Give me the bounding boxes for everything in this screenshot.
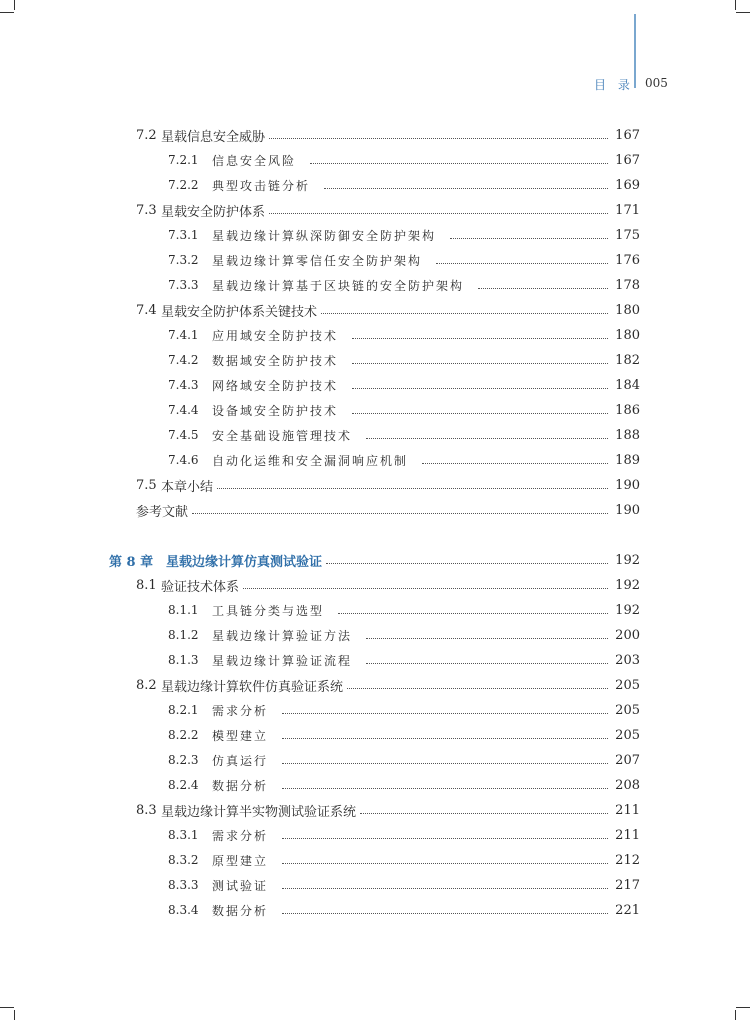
toc-entry-number: 8.3.3	[168, 878, 199, 892]
toc-entry[interactable]	[136, 474, 640, 496]
toc-entry-number: 8.2.2	[168, 728, 199, 742]
crop-mark	[0, 1007, 14, 1008]
toc-entry[interactable]	[136, 799, 640, 821]
toc-entry-title: 数据分析	[212, 778, 269, 793]
toc-dot-leader	[282, 738, 608, 739]
header-page-number: 005	[645, 76, 668, 90]
toc-entry-title: 星载边缘计算验证方法	[212, 628, 353, 643]
toc-entry-page: 167	[615, 127, 640, 143]
toc-entry[interactable]	[109, 549, 640, 571]
toc-entry-page: 205	[615, 702, 640, 718]
toc-entry[interactable]	[168, 224, 640, 246]
toc-entry[interactable]	[168, 424, 640, 446]
toc-entry-number: 8.2.1	[168, 703, 199, 717]
toc-entry-page: 186	[615, 402, 640, 418]
toc-entry-page: 176	[615, 252, 640, 268]
toc-entry-page: 175	[615, 227, 640, 243]
toc-entry-number: 8.1.2	[168, 628, 199, 642]
toc-dot-leader	[352, 388, 608, 389]
toc-entry-title: 信息安全风险	[212, 153, 297, 168]
toc-entry-title: 工具链分类与选型	[212, 603, 325, 618]
toc-entry-title: 安全基础设施管理技术	[212, 428, 353, 443]
toc-entry[interactable]	[168, 849, 640, 871]
toc-entry[interactable]	[168, 699, 640, 721]
toc-dot-leader	[422, 463, 608, 464]
toc-entry-title: 本章小结	[161, 479, 214, 495]
toc-entry-title: 设备域安全防护技术	[212, 403, 339, 418]
toc-entry-page: 190	[615, 502, 640, 518]
toc-dot-leader	[366, 638, 608, 639]
toc-entry[interactable]	[168, 349, 640, 371]
crop-mark	[14, 1010, 15, 1020]
toc-entry-page: 212	[615, 852, 640, 868]
crop-mark	[735, 1010, 736, 1020]
toc-entry-page: 192	[615, 552, 640, 568]
toc-dot-leader	[243, 588, 608, 589]
toc-entry-title: 星载边缘计算验证流程	[212, 653, 353, 668]
crop-mark	[735, 0, 736, 10]
toc-entry[interactable]	[168, 249, 640, 271]
toc-entry-page: 180	[615, 302, 640, 318]
toc-dot-leader	[352, 363, 608, 364]
toc-entry-number: 7.4.6	[168, 453, 199, 467]
toc-dot-leader	[321, 313, 608, 314]
toc-entry-page: 180	[615, 327, 640, 343]
toc-entry-page: 221	[615, 902, 640, 918]
toc-entry[interactable]	[168, 874, 640, 896]
toc-entry-page: 182	[615, 352, 640, 368]
toc-entry-title: 星载安全防护体系关键技术	[161, 304, 318, 320]
toc-entry-number: 7.4.2	[168, 353, 199, 367]
toc-entry-title: 模型建立	[212, 728, 269, 743]
toc-entry-page: 211	[615, 802, 640, 818]
toc-entry-title: 星载边缘计算半实物测试验证系统	[161, 804, 357, 820]
toc-entry-page: 169	[615, 177, 640, 193]
toc-entry-page: 207	[615, 752, 640, 768]
toc-entry-title: 星载边缘计算仿真测试验证	[166, 554, 323, 570]
toc-entry-page: 203	[615, 652, 640, 668]
toc-entry-number: 第 8 章	[109, 554, 154, 570]
toc-entry-title: 星载边缘计算纵深防御安全防护架构	[212, 228, 437, 243]
toc-entry[interactable]	[168, 174, 640, 196]
toc-entry-title: 验证技术体系	[161, 579, 240, 595]
crop-mark	[736, 1007, 750, 1008]
toc-entry-page: 192	[615, 577, 640, 593]
toc-entry-page: 211	[615, 827, 640, 843]
toc-entry-number: 8.2	[136, 677, 157, 693]
toc-dot-leader	[269, 213, 608, 214]
toc-entry-number: 8.3.1	[168, 828, 199, 842]
toc-entry-page: 190	[615, 477, 640, 493]
toc-entry[interactable]	[136, 574, 640, 596]
toc-entry-number: 8.2.3	[168, 753, 199, 767]
toc-entry-page: 208	[615, 777, 640, 793]
toc-dot-leader	[352, 413, 608, 414]
crop-mark	[14, 0, 15, 10]
toc-entry-number: 8.1	[136, 577, 157, 593]
toc-entry-number: 8.3.2	[168, 853, 199, 867]
toc-entry-page: 217	[615, 877, 640, 893]
toc-entry[interactable]	[168, 274, 640, 296]
toc-entry-page: 184	[615, 377, 640, 393]
toc-entry-title: 需求分析	[212, 703, 269, 718]
toc-entry-title: 测试验证	[212, 878, 269, 893]
toc-entry[interactable]	[136, 299, 640, 321]
toc-entry-number: 8.1.1	[168, 603, 199, 617]
toc-dot-leader	[282, 913, 608, 914]
toc-dot-leader	[338, 613, 608, 614]
toc-entry-title: 星载信息安全威胁	[161, 129, 266, 145]
toc-entry[interactable]	[168, 149, 640, 171]
toc-entry-number: 8.2.4	[168, 778, 199, 792]
toc-entry-page: 205	[615, 677, 640, 693]
toc-entry-number: 7.2.1	[168, 153, 199, 167]
toc-dot-leader	[310, 163, 608, 164]
toc-entry-title: 应用域安全防护技术	[212, 328, 339, 343]
toc-entry-number: 7.4.5	[168, 428, 199, 442]
toc-entry[interactable]	[168, 899, 640, 921]
toc-entry-title: 原型建立	[212, 853, 269, 868]
toc-entry-page: 192	[615, 602, 640, 618]
toc-entry[interactable]	[136, 499, 640, 521]
toc-entry-title: 数据域安全防护技术	[212, 353, 339, 368]
toc-entry-page: 178	[615, 277, 640, 293]
toc-dot-leader	[282, 763, 608, 764]
header-section-label: 目 录	[594, 78, 634, 92]
toc-entry-title: 参考文献	[136, 504, 189, 520]
toc-entry-number: 7.2	[136, 127, 157, 143]
toc-dot-leader	[282, 838, 608, 839]
toc-entry[interactable]	[168, 449, 640, 471]
toc-dot-leader	[324, 188, 608, 189]
toc-dot-leader	[366, 663, 608, 664]
toc-entry-number: 7.4.3	[168, 378, 199, 392]
toc-entry-page: 205	[615, 727, 640, 743]
toc-entry-title: 自动化运维和安全漏洞响应机制	[212, 453, 409, 468]
toc-entry-number: 7.3	[136, 202, 157, 218]
toc-dot-leader	[282, 788, 608, 789]
toc-dot-leader	[282, 713, 608, 714]
toc-dot-leader	[360, 813, 608, 814]
toc-entry-number: 7.3.2	[168, 253, 199, 267]
toc-dot-leader	[450, 238, 608, 239]
toc-dot-leader	[352, 338, 608, 339]
toc-entry-number: 8.1.3	[168, 653, 199, 667]
toc-entry[interactable]	[136, 674, 640, 696]
toc-entry[interactable]	[168, 624, 640, 646]
toc-entry[interactable]	[168, 749, 640, 771]
toc-entry-page: 171	[615, 202, 640, 218]
toc-entry-title: 仿真运行	[212, 753, 269, 768]
toc-entry-number: 7.3.1	[168, 228, 199, 242]
toc-entry-title: 网络域安全防护技术	[212, 378, 339, 393]
toc-dot-leader	[269, 138, 608, 139]
toc-entry-page: 189	[615, 452, 640, 468]
toc-entry[interactable]	[136, 124, 640, 146]
toc-dot-leader	[326, 563, 608, 564]
toc-entry-title: 星载安全防护体系	[161, 204, 266, 220]
toc-dot-leader	[347, 688, 608, 689]
toc-entry[interactable]	[168, 774, 640, 796]
toc-entry-number: 8.3.4	[168, 903, 199, 917]
toc-entry[interactable]	[168, 599, 640, 621]
toc-entry-title: 星载边缘计算软件仿真验证系统	[161, 679, 344, 695]
toc-dot-leader	[366, 438, 608, 439]
toc-entry[interactable]	[168, 324, 640, 346]
toc-entry-title: 需求分析	[212, 828, 269, 843]
toc-entry-title: 数据分析	[212, 903, 269, 918]
toc-dot-leader	[282, 863, 608, 864]
toc-dot-leader	[436, 263, 608, 264]
toc-dot-leader	[478, 288, 608, 289]
toc-entry-page: 200	[615, 627, 640, 643]
toc-dot-leader	[192, 513, 608, 514]
toc-entry-number: 7.4.4	[168, 403, 199, 417]
toc-entry-page: 167	[615, 152, 640, 168]
toc-entry-title: 星载边缘计算零信任安全防护架构	[212, 253, 423, 268]
toc-entry[interactable]	[168, 824, 640, 846]
crop-mark	[736, 12, 750, 13]
toc-entry-number: 7.4.1	[168, 328, 199, 342]
toc-entry[interactable]	[168, 649, 640, 671]
toc-entry-number: 8.3	[136, 802, 157, 818]
toc-entry-title: 星载边缘计算基于区块链的安全防护架构	[212, 278, 465, 293]
toc-entry[interactable]	[168, 399, 640, 421]
toc-entry-number: 7.2.2	[168, 178, 199, 192]
toc-entry-number: 7.5	[136, 477, 157, 493]
toc-entry-title: 典型攻击链分析	[212, 178, 311, 193]
toc-dot-leader	[282, 888, 608, 889]
toc-entry[interactable]	[136, 199, 640, 221]
toc-entry-number: 7.3.3	[168, 278, 199, 292]
toc-entry[interactable]	[168, 374, 640, 396]
toc-entry-page: 188	[615, 427, 640, 443]
toc-dot-leader	[217, 488, 608, 489]
crop-mark	[0, 12, 14, 13]
toc-entry-number: 7.4	[136, 302, 157, 318]
toc-entry[interactable]	[168, 724, 640, 746]
header-rule	[634, 14, 636, 88]
